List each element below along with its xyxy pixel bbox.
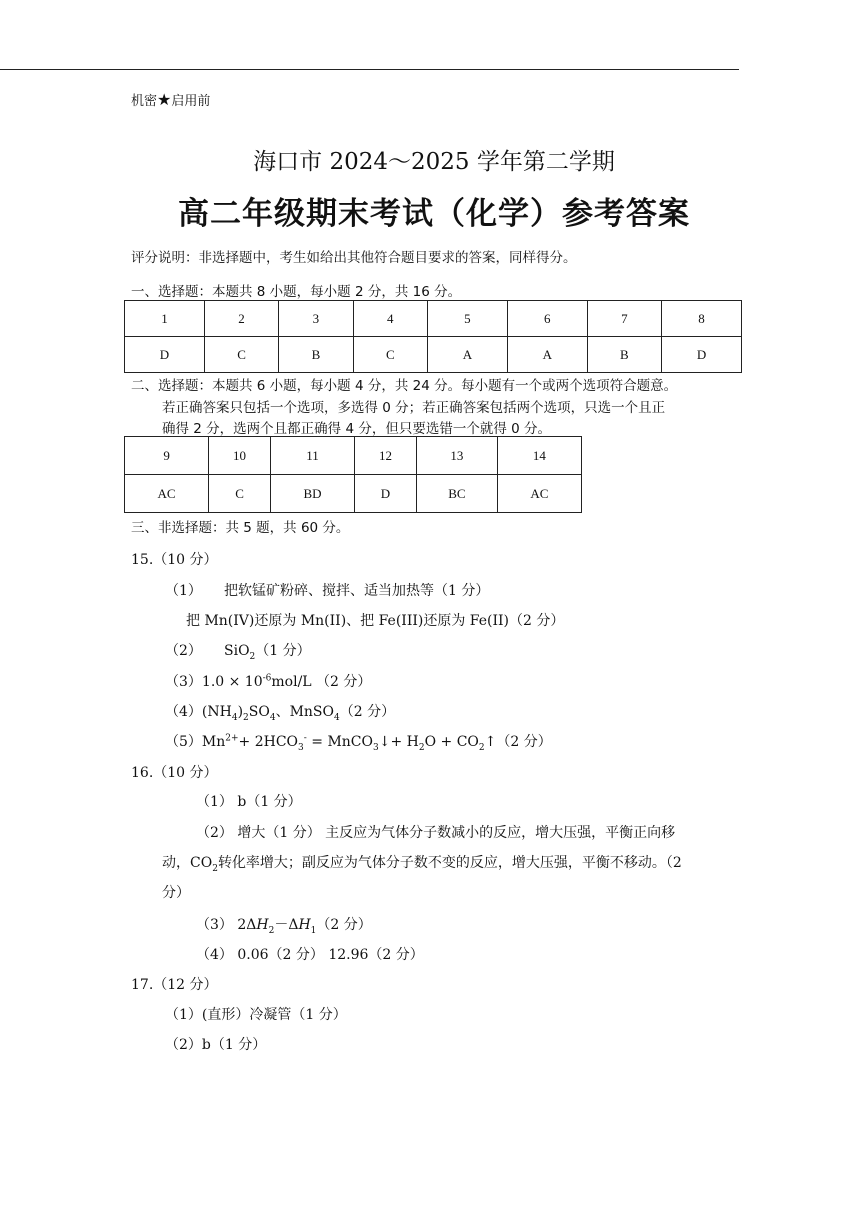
- q17-title: 17.（12 分）: [131, 977, 218, 993]
- q16-part1: （1） b（1 分）: [196, 794, 302, 810]
- section1-answer-table: [124, 300, 742, 373]
- table-cell: 2: [204, 301, 278, 337]
- q16-part2-line2: [162, 852, 682, 874]
- text-run: （2 分）: [339, 704, 396, 720]
- subscript: 2: [249, 651, 256, 662]
- table-cell: C: [209, 475, 271, 513]
- section3-heading: 三、非选择题：共 5 题，共 60 分。: [131, 520, 350, 536]
- subscript: 1: [310, 925, 317, 936]
- table-cell: AC: [497, 475, 581, 513]
- section2-heading-line1: 二、选择题：本题共 6 小题，每小题 4 分，共 24 分。每小题有一个或两个选项符合题意。: [131, 378, 678, 394]
- q16-title: 16.（10 分）: [131, 765, 218, 781]
- table-cell: 14: [497, 437, 581, 475]
- table-cell: BD: [270, 475, 354, 513]
- secret-prefix: 机密: [131, 94, 158, 109]
- table-cell: 4: [353, 301, 427, 337]
- subscript: 2: [268, 925, 275, 936]
- confidential-mark: [131, 90, 210, 109]
- subscript: 4: [231, 712, 238, 723]
- table-cell: 11: [270, 437, 354, 475]
- text-run: ↑（2 分）: [484, 734, 552, 750]
- q15-part1-label: （1）: [165, 583, 202, 599]
- q16-part3: [196, 914, 372, 936]
- table-cell: 1: [125, 301, 205, 337]
- section2-heading-line2: 若正确答案只包括一个选项，多选得 0 分；若正确答案包括两个选项，只选一个且正: [162, 400, 666, 416]
- superscript: -: [303, 733, 307, 744]
- table-cell: AC: [125, 475, 209, 513]
- text-run: 、MnSO: [275, 704, 334, 720]
- text-run: 动，CO: [162, 855, 213, 871]
- subscript: 3: [298, 742, 304, 753]
- subscript: 2: [478, 742, 485, 753]
- table-cell: D: [355, 475, 417, 513]
- q15-part4: [165, 701, 395, 723]
- superscript: 2+: [225, 733, 239, 744]
- table-cell: B: [279, 337, 353, 373]
- q15-part1-text: 把软锰矿粉碎、搅拌、适当加热等（1 分）: [224, 583, 490, 599]
- title-line-2: 高二年级期末考试（化学）参考答案: [178, 196, 690, 232]
- table-cell: C: [353, 337, 427, 373]
- subscript: 2: [418, 742, 425, 753]
- italic-symbol: H: [298, 917, 311, 933]
- text-run: SiO: [224, 643, 250, 659]
- table-cell: D: [125, 337, 205, 373]
- text-run: ): [237, 704, 244, 720]
- table-cell: A: [427, 337, 507, 373]
- q16-part2-line1: （2） 增大（1 分） 主反应为气体分子数减小的反应，增大压强，平衡正向移: [196, 825, 676, 841]
- table-cell: 6: [507, 301, 587, 337]
- text-run: （1 分）: [255, 643, 311, 659]
- top-rule: [0, 69, 739, 70]
- subscript: 4: [269, 712, 276, 723]
- table-cell: 8: [662, 301, 742, 337]
- subscript: 4: [334, 712, 340, 723]
- table-cell: 12: [355, 437, 417, 475]
- table-cell: 5: [427, 301, 507, 337]
- table-cell: D: [662, 337, 742, 373]
- q16-part4: （4） 0.06（2 分） 12.96（2 分）: [196, 947, 424, 963]
- table-row-numbers: [125, 301, 742, 337]
- q15-title: 15.（10 分）: [131, 552, 218, 568]
- table-row-answers: [125, 475, 582, 513]
- table-cell: C: [204, 337, 278, 373]
- table-cell: 3: [279, 301, 353, 337]
- q17-part1: （1）(直形）冷凝管（1 分）: [165, 1007, 347, 1023]
- table-cell: 10: [209, 437, 271, 475]
- table-cell: 9: [125, 437, 209, 475]
- italic-symbol: H: [256, 917, 269, 933]
- table-row-numbers: [125, 437, 582, 475]
- q15-part2-answer: [224, 640, 311, 662]
- text-run: mol/L （2 分）: [271, 674, 372, 690]
- text-run: + 2HCO: [238, 734, 299, 750]
- subscript: 2: [243, 712, 249, 723]
- text-run: （2 分）: [316, 917, 372, 933]
- table-cell: B: [587, 337, 661, 373]
- text-run: （4）(NH: [165, 704, 232, 720]
- q15-part5: [165, 731, 552, 753]
- text-run: O + CO: [424, 734, 479, 750]
- text-run: （5）Mn: [165, 734, 226, 750]
- text-run: ↓+ H: [378, 734, 419, 750]
- table-row-answers: [125, 337, 742, 373]
- q16-part2-line3: 分）: [162, 885, 190, 901]
- section2-heading-line3: 确得 2 分，选两个且都正确得 4 分，但只要选错一个就得 0 分。: [162, 421, 552, 437]
- section1-heading: 一、选择题：本题共 8 小题，每小题 2 分，共 16 分。: [131, 284, 462, 300]
- subscript: 2: [212, 863, 218, 874]
- text-run: （3）1.0 × 10: [165, 674, 263, 690]
- table-cell: A: [507, 337, 587, 373]
- text-run: （3） 2Δ: [196, 917, 257, 933]
- q15-part3: [165, 671, 371, 691]
- superscript: -6: [262, 673, 272, 684]
- q15-part2-label: （2）: [165, 643, 202, 659]
- section2-answer-table: [124, 436, 582, 513]
- table-cell: BC: [416, 475, 497, 513]
- table-cell: 13: [416, 437, 497, 475]
- q17-part2: （2）b（1 分）: [165, 1037, 267, 1053]
- scoring-note: 评分说明：非选择题中，考生如给出其他符合题目要求的答案，同样得分。: [131, 250, 577, 266]
- star-icon: ★: [157, 90, 172, 109]
- title-line-1: 海口市 2024～2025 学年第二学期: [253, 149, 615, 175]
- subscript: 3: [373, 742, 379, 753]
- text-run: SO: [248, 704, 270, 720]
- table-cell: 7: [587, 301, 661, 337]
- secret-suffix: 启用前: [171, 94, 211, 109]
- text-run: 转化率增大；副反应为气体分子数不变的反应，增大压强，平衡不移动。（2: [217, 855, 682, 871]
- text-run: －Δ: [274, 917, 299, 933]
- text-run: = MnCO: [306, 734, 373, 750]
- q15-part1-line2: 把 Mn(IV)还原为 Mn(II)、把 Fe(III)还原为 Fe(II)（2 分）: [186, 613, 565, 629]
